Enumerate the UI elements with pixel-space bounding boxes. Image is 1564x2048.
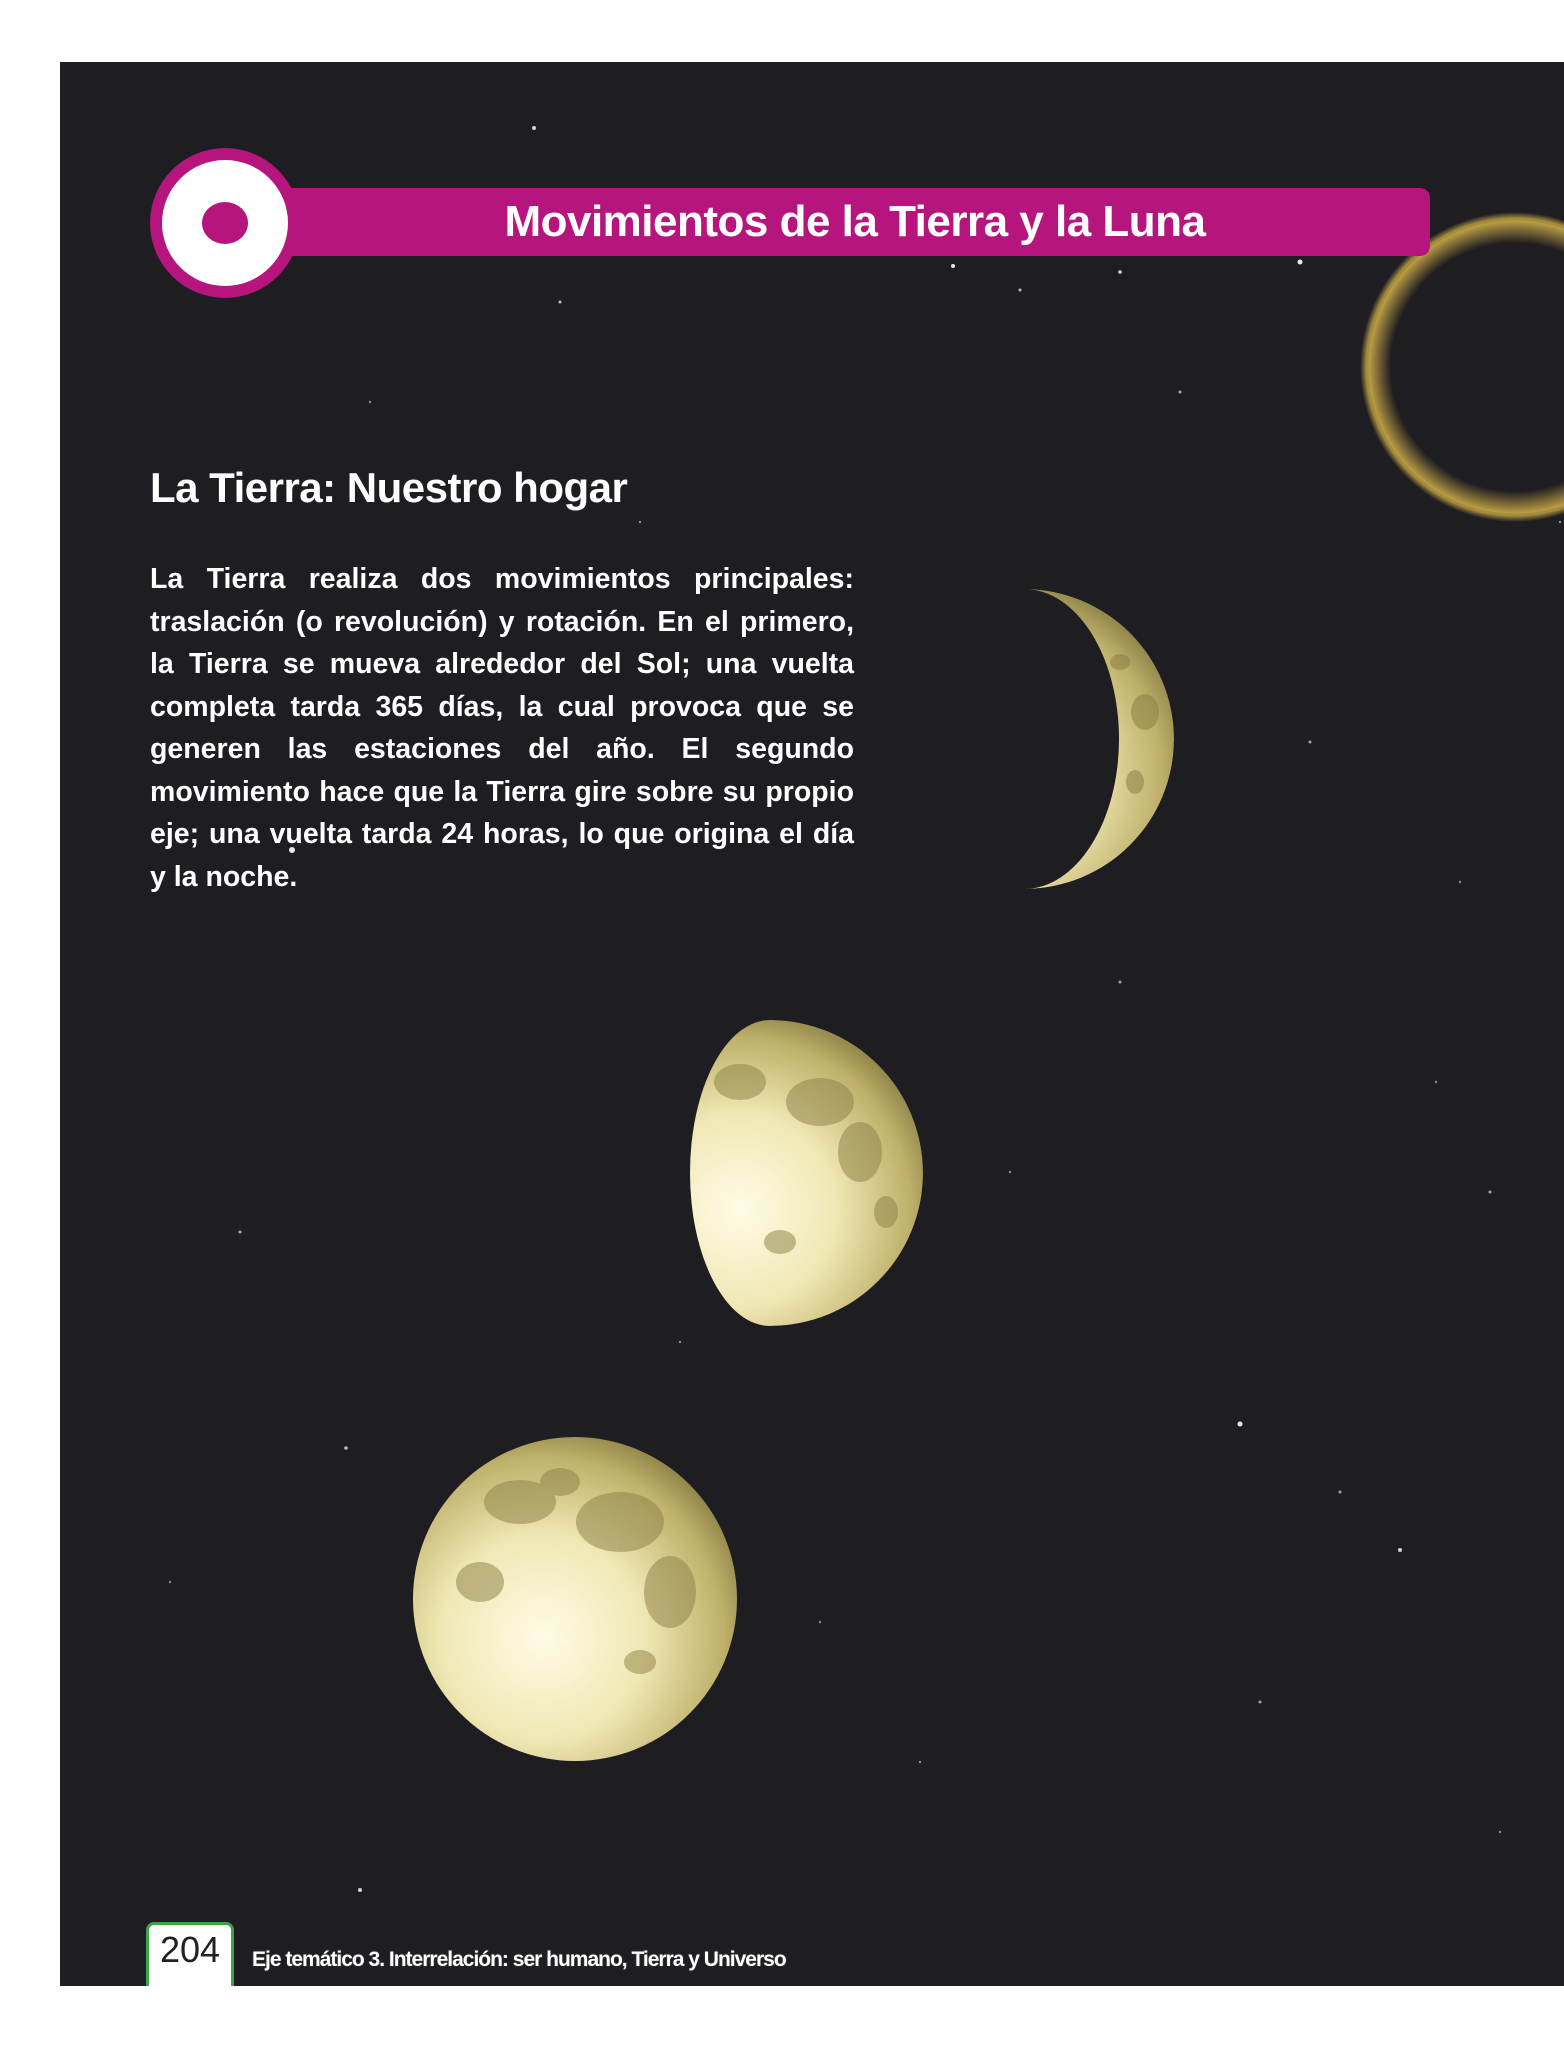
body-paragraph: La Tierra realiza dos movimientos principales: traslación (o revolución) y rotación. En el primero, la Tierra se mueva alrededor del Sol; una vuelta completa tarda 365 días, la cual provoca que se generen las estaciones del año. El segundo movimiento hace que la Tierra gire sobre su propio eje; una vuelta tarda 24 horas, lo que origina el día y la noche.: [150, 563, 854, 893]
section-badge-icon: [150, 148, 300, 298]
page-number: 204: [159, 1929, 221, 1970]
badge-ring: [162, 160, 288, 286]
section-heading: La Tierra: Nuestro hogar: [150, 464, 628, 511]
waxing-crescent: [874, 589, 1174, 889]
title-banner: [280, 188, 1430, 256]
new-moon-ring: [1360, 212, 1564, 522]
full-moon: [413, 1437, 737, 1761]
page-number-box: [146, 1922, 234, 1986]
badge-dot: [202, 202, 248, 244]
footer-caption: Eje temático 3. Interrelación: ser humano, Tierra y Universo: [252, 1948, 786, 1971]
page-title: Movimientos de la Tierra y la Luna: [504, 197, 1206, 246]
waxing-gibbous: [617, 1020, 923, 1326]
textbook-page: [60, 62, 1564, 1986]
moon-phases-illustration: [60, 62, 1564, 1986]
